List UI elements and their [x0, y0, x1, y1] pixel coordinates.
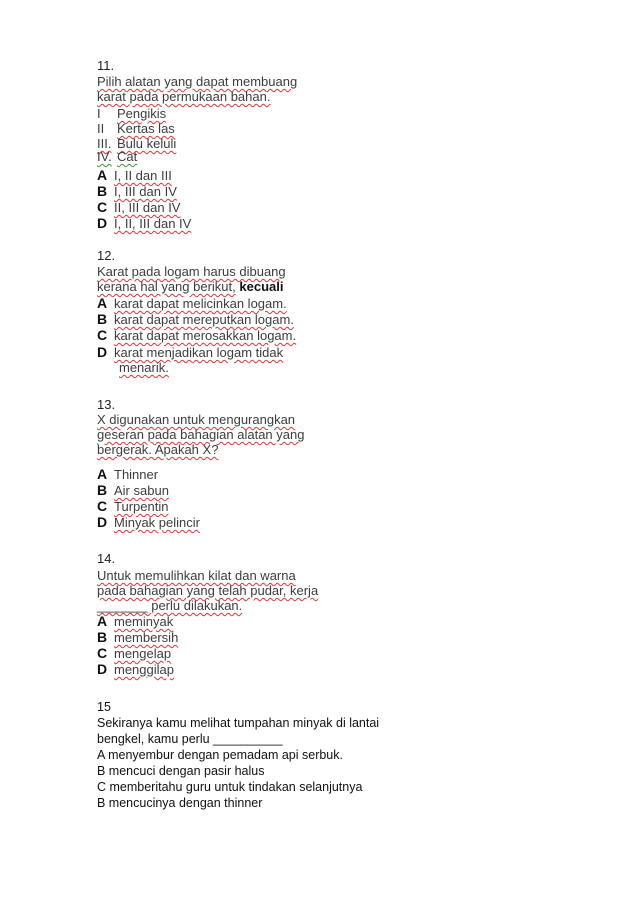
question-14-stem-line: pada bahagian yang telah pudar, kerja: [97, 583, 319, 598]
question-15-option-c[interactable]: C memberitahu guru untuk tindakan selanjutnya: [97, 780, 363, 794]
question-11-option-c[interactable]: C II, III dan IV: [97, 199, 181, 215]
question-15-option-a[interactable]: A menyembur dengan pemadam api serbuk.: [97, 748, 343, 762]
question-11-stem: [97, 74, 397, 104]
question-14-option-a[interactable]: A meminyak: [97, 613, 174, 629]
keyword-kecuali: kecuali: [239, 279, 284, 294]
question-14-stem-line: _______ perlu dilakukan.: [97, 598, 243, 613]
question-11-item: III. Bulu keluli: [97, 136, 177, 151]
question-13-option-b[interactable]: B Air sabun: [97, 482, 169, 498]
question-13-option-d[interactable]: D Minyak pelincir: [97, 514, 200, 530]
question-14-stem-line: Untuk memulihkan kilat dan warna: [97, 568, 296, 583]
question-14-option-d[interactable]: D menggilap: [97, 661, 174, 677]
question-14-option-c[interactable]: C mengelap: [97, 645, 172, 661]
question-13-stem: [97, 412, 397, 457]
question-15-option-b[interactable]: B mencuci dengan pasir halus: [97, 764, 265, 778]
question-13-option-a[interactable]: A Thinner: [97, 466, 159, 482]
question-12-stem-line: Karat pada logam harus dibuang: [97, 264, 286, 279]
question-11-item: I Pengikis: [97, 106, 167, 121]
question-11-item: II Kertas las: [97, 121, 175, 136]
question-13-stem-line: bergerak. Apakah X?: [97, 442, 219, 457]
question-13-stem-line: X digunakan untuk mengurangkan: [97, 412, 296, 427]
question-12-option-b[interactable]: B karat dapat mereputkan logam.: [97, 311, 294, 327]
question-12-option-d[interactable]: D karat menjadikan logam tidak: [97, 344, 284, 360]
question-12-number: 12.: [97, 248, 116, 263]
question-11-option-b[interactable]: B I, III dan IV: [97, 183, 177, 199]
question-14-option-b[interactable]: B membersih: [97, 629, 179, 645]
question-15-stem-line: bengkel, kamu perlu __________: [97, 732, 283, 746]
question-11-stem-line: karat pada permukaan bahan.: [97, 89, 271, 104]
question-12-option-c[interactable]: C karat dapat merosakkan logam.: [97, 327, 297, 343]
question-14-number: 14.: [97, 551, 116, 566]
question-12-option-d-continued: menarik.: [119, 360, 169, 375]
question-13-number: 13.: [97, 397, 116, 412]
question-15-option-d[interactable]: B mencucinya dengan thinner: [97, 796, 263, 810]
question-12-stem-line: kerana hal yang berikut, kecuali: [97, 279, 284, 294]
question-11-option-d[interactable]: D I, II, III dan IV: [97, 215, 192, 231]
question-13-option-c[interactable]: C Turpentin: [97, 498, 169, 514]
question-14-stem: [97, 568, 397, 613]
question-13-stem-line: geseran pada bahagian alatan yang: [97, 427, 305, 442]
question-15-number: 15: [97, 700, 111, 714]
question-11-item: IV. Cat: [97, 149, 138, 164]
question-12-stem: [97, 264, 397, 294]
question-11-stem-line: Pilih alatan yang dapat membuang: [97, 74, 298, 89]
question-15-stem-line: Sekiranya kamu melihat tumpahan minyak di lantai: [97, 716, 380, 730]
question-11-number: 11.: [97, 58, 115, 73]
question-11-option-a[interactable]: A I, II dan III: [97, 167, 172, 183]
question-12-option-a[interactable]: A karat dapat melicinkan logam.: [97, 295, 287, 311]
